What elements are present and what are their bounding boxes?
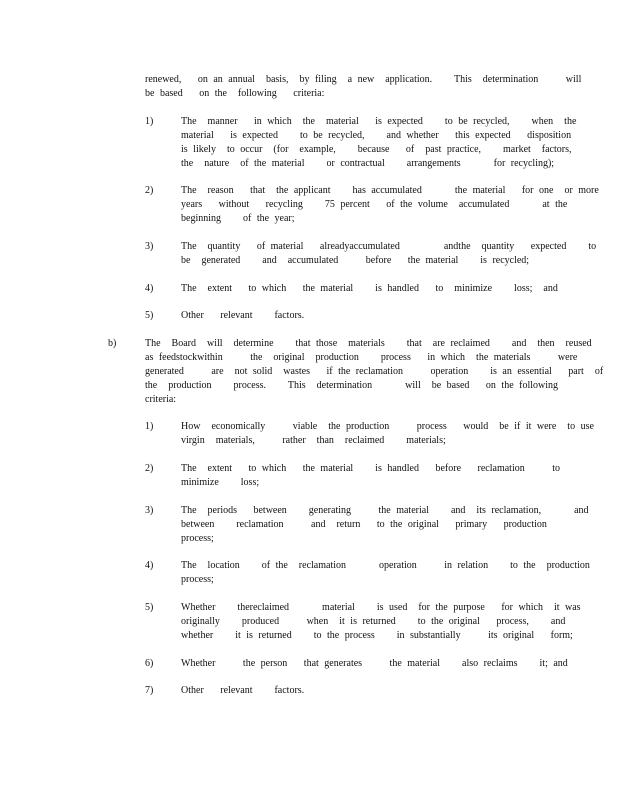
list-item-line: Whether thereclaimed material is used for the purpose for which it was <box>181 602 581 613</box>
section-b-line: The Board will determine that those materials that are reclaimed and then reused <box>145 338 592 349</box>
section-b-line: criteria: <box>145 394 177 405</box>
list-item-number: 1) <box>145 116 154 127</box>
list-item-line: is likely to occur (for example, because of past practice, market factors, <box>181 144 572 155</box>
list-item-line: between reclamation and return to the original primary production <box>181 519 547 530</box>
list-item-number: 2) <box>145 463 154 474</box>
list-item-line: Other relevant factors. <box>181 685 305 696</box>
list-item-line: The periods between generating the material and its reclamation, and <box>181 505 589 516</box>
list-item-line: originally produced when it is returned to the original process, and <box>181 616 566 627</box>
list-item-line: years without recycling 75 percent of the volume accumulated at the <box>181 199 568 210</box>
list-item-line: minimize loss; <box>181 477 260 488</box>
list-item-line: beginning of the year; <box>181 213 295 224</box>
list-item-line: whether it is returned to the process in substantially its original form; <box>181 630 573 641</box>
section-b-line: generated are not solid wastes if the reclamation operation is an essential part of <box>145 366 604 377</box>
list-item-line: process; <box>181 574 214 585</box>
list-item-line: Other relevant factors. <box>181 310 305 321</box>
list-item-line: be generated and accumulated before the material is recycled; <box>181 255 530 266</box>
list-item-line: The extent to which the material is handled before reclamation to <box>181 463 561 474</box>
list-item-number: 5) <box>145 310 154 321</box>
list-item-line: The location of the reclamation operation in relation to the production <box>181 560 590 571</box>
list-item-line: The reason that the applicant has accumulated the material for one or more <box>181 185 599 196</box>
section-b-label: b) <box>108 338 117 349</box>
section-b-line: the production process. This determination will be based on the following <box>145 380 559 391</box>
list-item-line: How economically viable the production process would be if it were to use <box>181 421 594 432</box>
list-item-number: 7) <box>145 685 154 696</box>
list-item-line: Whether the person that generates the material also reclaims it; and <box>181 658 568 669</box>
list-item-line: virgin materials, rather than reclaimed materials; <box>181 435 446 446</box>
list-item-number: 4) <box>145 283 154 294</box>
list-item-number: 6) <box>145 658 154 669</box>
intro-line: be based on the following criteria: <box>145 88 325 99</box>
list-item-line: The extent to which the material is handled to minimize loss; and <box>181 283 558 294</box>
list-item-line: material is expected to be recycled, and whether this expected disposition <box>181 130 572 141</box>
list-item-number: 3) <box>145 241 154 252</box>
list-item-number: 4) <box>145 560 154 571</box>
section-b-line: as feedstockwithin the original production process in which the materials were <box>145 352 578 363</box>
list-item-number: 5) <box>145 602 154 613</box>
list-item-line: process; <box>181 533 214 544</box>
list-item-line: The quantity of material alreadyaccumulated andthe quantity expected to <box>181 241 597 252</box>
list-item-line: The manner in which the material is expected to be recycled, when the <box>181 116 577 127</box>
list-item-line: the nature of the material or contractual arrangements for recycling); <box>181 158 555 169</box>
intro-line: renewed, on an annual basis, by filing a new application. This determination will <box>145 74 582 85</box>
list-item-number: 1) <box>145 421 154 432</box>
list-item-number: 2) <box>145 185 154 196</box>
list-item-number: 3) <box>145 505 154 516</box>
